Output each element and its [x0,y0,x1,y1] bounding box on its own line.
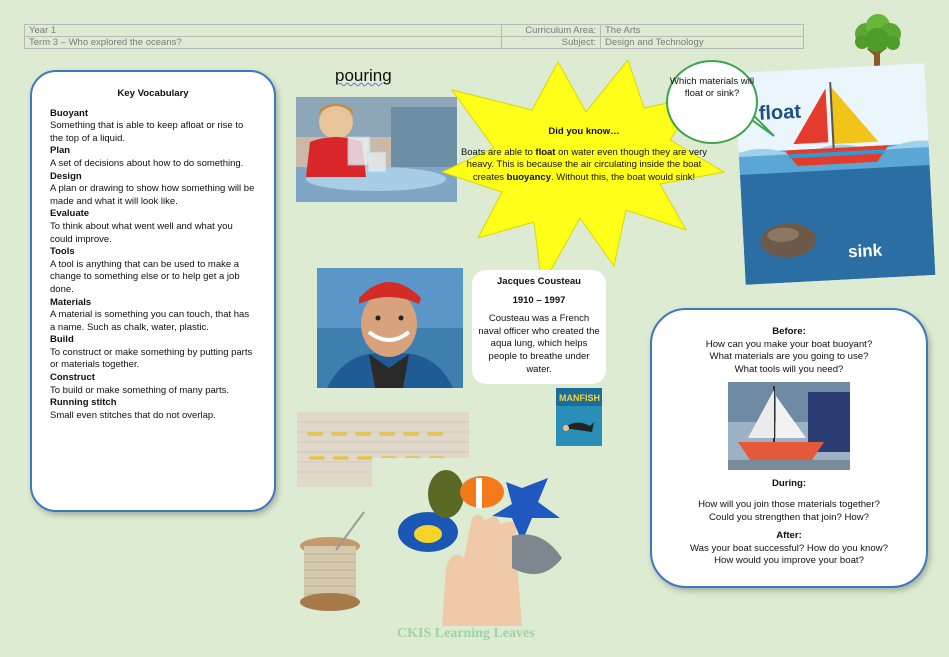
subject-label: Subject: [502,37,601,49]
vocab-definition: To think about what went well and what you could improve. [50,220,233,245]
vocab-term: Running stitch [50,397,117,409]
vocab-item [50,208,256,246]
vocab-definition: A set of decisions about how to do something. [50,157,244,169]
vocab-item [50,171,256,209]
cousteau-years: 1910 – 1997 [512,294,566,306]
book-title: MANFISH [559,393,600,403]
vocab-item [50,108,256,146]
boat-model-photo [728,382,850,470]
before-line: What materials are you going to use? [709,351,869,363]
vocab-term: Design [50,170,82,182]
vocab-term: Build [50,334,74,346]
before-title: Before: [772,326,806,337]
curriculum-value: The Arts [601,25,804,37]
vocab-definition: Small even stitches that do not overlap. [50,409,216,421]
cousteau-card [472,270,606,384]
manfish-book-cover [556,388,602,446]
cousteau-name: Jacques Cousteau [497,276,581,287]
vocab-definition: To construct or make something by putting parts or materials together. [50,346,253,371]
cousteau-bio: Cousteau was a French naval officer who created the aqua lung, which helps people to breathe under water. [478,313,600,375]
vocab-definition: A plan or drawing to show how something will be made and what it will look like. [50,183,255,207]
cousteau-photo [317,268,463,388]
vocab-definition: To build or make something of many parts. [50,384,230,396]
vocab-term: Plan [50,145,71,157]
vocab-item [50,397,256,422]
header-table [24,24,804,49]
vocab-term: Construct [50,372,95,384]
vocab-term: Tools [50,246,75,258]
sink-word: sink [847,240,883,262]
before-line: How can you make your boat buoyant? [705,338,873,350]
vocab-term: Buoyant [50,107,88,119]
after-title: After: [776,530,802,542]
curriculum-label: Curriculum Area: [502,25,601,37]
vocabulary-panel [30,70,276,512]
vocab-item [50,145,256,170]
year-cell: Year 1 [25,25,502,37]
after-line: How would you improve your boat? [714,555,864,567]
vocabulary-list [50,108,256,423]
vocab-definition: A tool is anything that can be used to make a change to something else or to help get a job done. [50,258,240,295]
vocab-definition: A material is something you can touch, that has a name. Such as chalk, water, plastic. [50,309,250,333]
vocab-item [50,334,256,372]
vocab-item [50,246,256,296]
vocab-term: Evaluate [50,208,90,220]
vocab-item [50,297,256,335]
finger-puppets-photo [372,458,568,626]
term-cell: Term 3 – Who explored the oceans? [25,37,502,49]
during-title: During: [771,478,807,490]
pouring-photo [296,97,457,202]
did-you-know-title: Did you know… [548,126,620,137]
during-line: How will you join those materials together? [698,498,880,510]
footer-brand: CKIS Learning Leaves [397,626,535,641]
did-you-know-text [460,126,708,184]
questions-panel [650,308,928,588]
tree-logo-icon [850,14,904,72]
vocab-term: Materials [50,296,92,308]
after-line: Was your boat successful? How do you know? [689,542,888,554]
float-sink-image [735,63,936,285]
during-line: Could you strengthen that join? How? [709,511,869,523]
subject-value: Design and Technology [601,37,804,49]
speech-bubble: Which materials will float or sink? [666,60,758,144]
before-line: What tools will you need? [734,363,844,375]
float-word: float [758,100,802,125]
did-you-know-body: Boats are able to float on water even though they are very heavy. This is because the air circulating inside the boat creates buoyancy. Without this, the boat would sink! [460,146,708,183]
thread-spool-photo [296,510,368,612]
vocabulary-title: Key Vocabulary [117,88,189,99]
vocab-definition: Something that is able to keep afloat or rise to the top of a liquid. [50,120,244,144]
vocab-item [50,372,256,397]
pouring-label: pouring [335,66,392,85]
